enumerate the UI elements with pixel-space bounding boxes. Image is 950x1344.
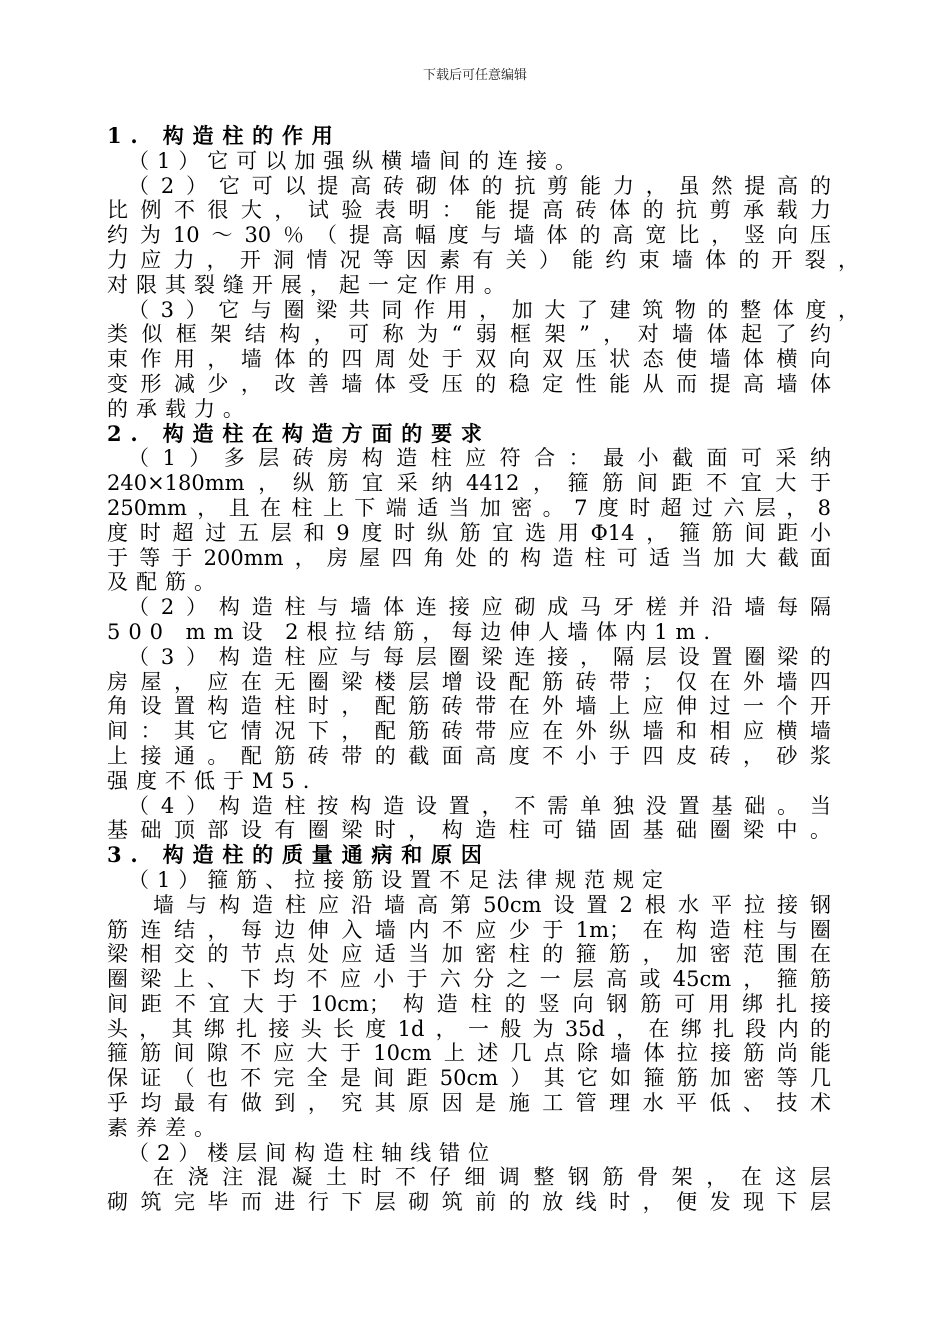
text-line: 砌筑完毕而进行下层砌筑前的放线时，便发现下层 (107, 1190, 831, 1215)
text-line: 约为10～30％（提高幅度与墙体的高宽比，竖向压 (107, 223, 831, 248)
document-body (107, 123, 859, 1215)
text-line: （4）构造柱按构造设置，不需单独没置基础。当 (128, 793, 831, 818)
text-line: 素养差。 (107, 1115, 223, 1140)
text-line: 及配筋。 (107, 570, 223, 595)
text-line: 在浇注混凝土时不仔细调整钢筋骨架，在这层 (153, 1165, 831, 1190)
section-heading: 1. 构造柱的作用 (107, 123, 342, 148)
text-line: 变形减少，改善墙体受压的稳定性能从而提高墙体 (107, 371, 831, 396)
text-line: 500 mm设 2根拉结筋，每边伸人墙体内1m. (107, 619, 719, 644)
text-line: 角设置构造柱时，配筋砖带在外墙上应伸过一个开 (107, 694, 831, 719)
section-heading: 2. 构造柱在构造方面的要求 (107, 420, 491, 446)
text-line: （3）构造柱应与每层圈梁连接，隔层设置圈梁的 (128, 644, 831, 669)
text-line: （2）构造柱与墙体连接应砌成马牙槎并沿墙每隔 (128, 595, 831, 620)
text-line: 头，其绑扎接头长度1d，一般为35d，在绑扎段内的 (107, 1016, 831, 1041)
text-line: 房屋，应在无圈梁楼层增设配筋砖带；仅在外墙四 (107, 669, 831, 694)
text-line: （1）它可以加强纵横墙间的连接。 (128, 148, 585, 173)
text-line: 筋连结，每边伸入墙内不应少于1m；在构造柱与圈 (107, 917, 831, 942)
text-line: 保证（也不完全是间距50cm）其它如箍筋加密等几 (107, 1066, 831, 1091)
text-line: 的承载力。 (107, 396, 252, 421)
text-line: 箍筋间隙不应大于10cm上述几点除墙体拉接筋尚能 (107, 1041, 831, 1066)
text-line: 束作用，墙体的四周处于双向双压状态使墙体横向 (107, 347, 831, 372)
text-line: 度时超过五层和9度时纵筋宜选用Φ14，箍筋间距小 (107, 520, 831, 545)
text-line: 间：其它情况下，配筋砖带应在外纵墙和相应横墙 (107, 719, 831, 744)
text-line: （2）它可以提高砖砌体的抗剪能力，虽然提高的 (128, 173, 831, 198)
section-heading: 3. 构造柱的质量通病和原因 (107, 842, 491, 868)
text-line: 上接通。配筋砖带的截面高度不小于四皮砖，砂浆 (107, 743, 831, 768)
text-line: 梁相交的节点处应适当加密柱的箍筋，加密范围在 (107, 942, 831, 967)
text-line: （2）楼层间构造柱轴线错位 (128, 1140, 498, 1165)
text-line: （3）它与圈梁共同作用，加大了建筑物的整体度， (128, 297, 859, 322)
text-line: 力应力，开洞情况等因素有关）能约束墙体的开裂， (107, 247, 859, 272)
text-line: 于等于200mm，房屋四角处的构造柱可适当加大截面 (107, 545, 831, 570)
text-line: 对限其裂缝开展，起一定作用。 (107, 272, 513, 297)
text-line: （1）箍筋、拉接筋设置不足法律规范规定 (128, 867, 671, 892)
text-line: 基础顶部设有圈梁时，构造柱可锚固基础圈梁中。 (107, 818, 831, 843)
text-line: 间距不宜大于10cm；构造柱的竖向钢筋可用绑扎接 (107, 991, 831, 1016)
page-header-note: 下载后可任意编辑 (422, 68, 527, 83)
text-line: 乎均最有做到，究其原因是施工管理水平低、技术 (107, 1091, 831, 1116)
text-line: 墙与构造柱应沿墙高第50cm设置2根水平拉接钢 (153, 892, 831, 917)
text-line: 250mm，且在柱上下端适当加密。7度时超过六层，8 (107, 495, 831, 520)
text-line: 圈梁上、下均不应小于六分之一层高或45cm，箍筋 (107, 967, 831, 992)
text-line: （1）多层砖房构造柱应符合：最小截面可采纳 (128, 446, 831, 471)
text-line: 240×180mm，纵筋宜采纳4412，箍筋间距不宜大于 (107, 471, 831, 496)
text-line: 比例不很大，试验表明：能提高砖体的抗剪承载力 (107, 198, 831, 223)
text-line: 类似框架结构，可称为“弱框架”，对墙体起了约 (107, 322, 831, 347)
text-line: 强度不低于M5. (107, 768, 318, 793)
